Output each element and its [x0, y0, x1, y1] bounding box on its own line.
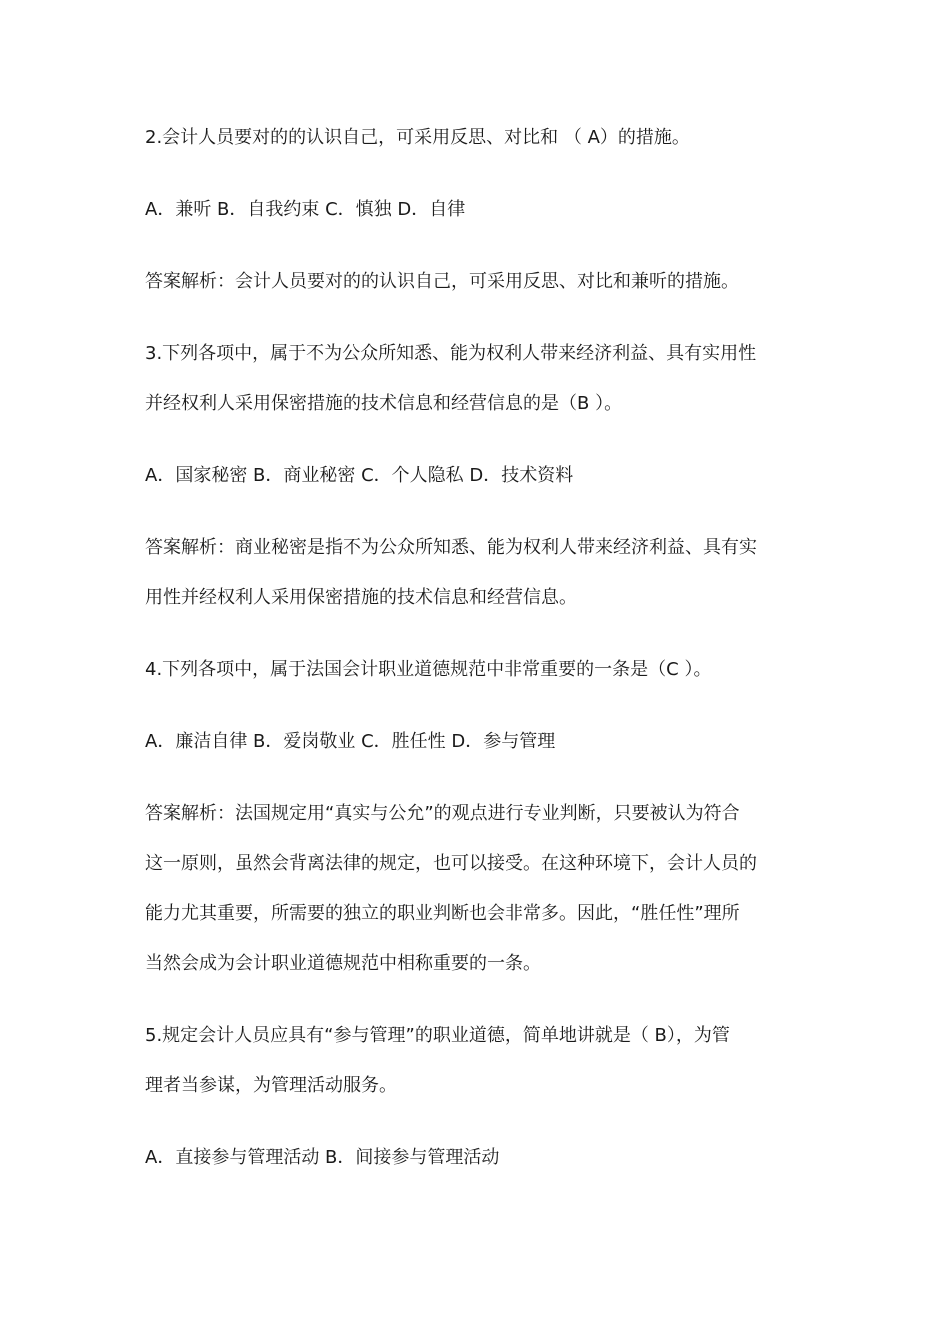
answer-text: 这一原则，虽然会背离法律的规定，也可以接受。在这种环境下，会计人员的 [145, 853, 757, 874]
question-block [145, 658, 800, 976]
document-page [145, 126, 800, 1170]
options-text: A．兼听 B．自我约束 C．慎独 D．自律 [145, 199, 466, 220]
options-text: A．廉洁自律 B．爱岗敬业 C．胜任性 D．参与管理 [145, 731, 556, 752]
question-block [145, 1024, 800, 1170]
answer-text: 答案解析：商业秘密是指不为公众所知悉、能为权利人带来经济利益、具有实 [145, 537, 757, 558]
answer-text: 当然会成为会计职业道德规范中相称重要的一条。 [145, 953, 541, 974]
answer-text: 能力尤其重要，所需要的独立的职业判断也会非常多。因此，“胜任性”理所 [145, 903, 740, 924]
question-block [145, 342, 800, 610]
question-text: 4.下列各项中，属于法国会计职业道德规范中非常重要的一条是（C ）。 [145, 659, 712, 680]
answer-text: 答案解析：法国规定用“真实与公允”的观点进行专业判断，只要被认为符合 [145, 803, 740, 824]
options-text: A．直接参与管理活动 B．间接参与管理活动 [145, 1147, 500, 1168]
question-text: 并经权利人采用保密措施的技术信息和经营信息的是（B ）。 [145, 393, 623, 414]
options-text: A．国家秘密 B．商业秘密 C．个人隐私 D．技术资料 [145, 465, 574, 486]
question-text: 理者当参谋，为管理活动服务。 [145, 1075, 397, 1096]
question-block [145, 126, 800, 294]
question-text: 3.下列各项中，属于不为公众所知悉、能为权利人带来经济利益、具有实用性 [145, 343, 757, 364]
question-text: 5.规定会计人员应具有“参与管理”的职业道德，简单地讲就是（ B），为管 [145, 1025, 730, 1046]
answer-text: 用性并经权利人采用保密措施的技术信息和经营信息。 [145, 587, 577, 608]
question-text: 2.会计人员要对的的认识自己，可采用反思、对比和 （ A）的措施。 [145, 127, 690, 148]
answer-text: 答案解析：会计人员要对的的认识自己，可采用反思、对比和兼听的措施。 [145, 271, 739, 292]
